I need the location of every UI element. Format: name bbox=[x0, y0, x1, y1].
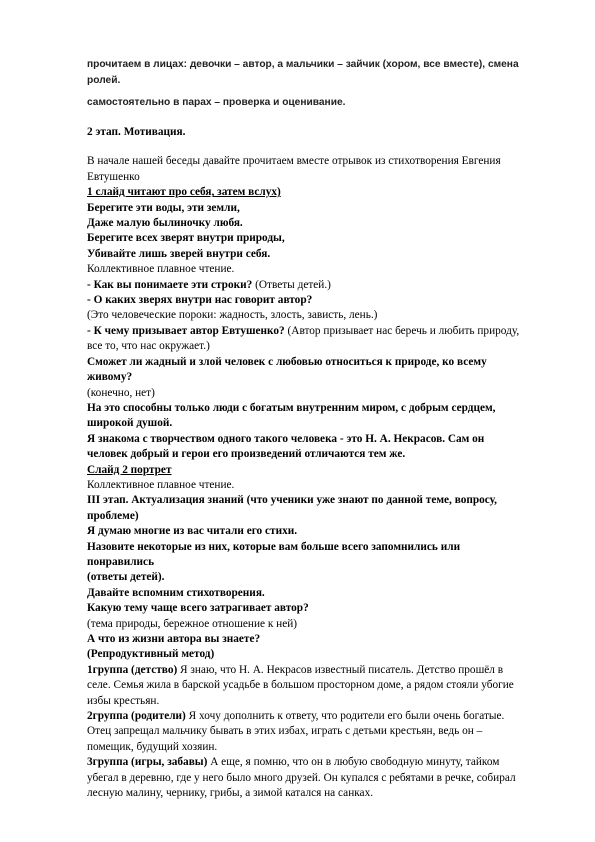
question-3-answer: (Автор призывает нас беречь и любить природу, все то, что нас окружает.) bbox=[87, 324, 520, 353]
question-4: Сможет ли жадный и злой человек с любовью относиться к природе, ко всему живому? bbox=[87, 355, 487, 384]
stage3-paragraph-2: Назовите некоторые из них, которые вам больше всего запомнились или понравились bbox=[87, 540, 461, 568]
poem-line-4: Убивайте лишь зверей внутри себя. bbox=[87, 247, 271, 260]
group-1-label: 1группа (детство) bbox=[87, 663, 178, 676]
group-1-text: Я знаю, что Н. А. Некрасов известный писатель. Детство прошёл в селе. Семья жила в барской усадьбе в большом просторном доме, а рядом стояли убогие избы крестьян. bbox=[87, 663, 514, 707]
stage3-paragraph-5: А что из жизни автора вы знаете? bbox=[87, 633, 261, 645]
question-1 bbox=[87, 278, 527, 293]
poem-line-2: Даже малую былиночку любя. bbox=[87, 217, 243, 230]
question-3-text: - К чему призывает автор Евтушенко? bbox=[87, 324, 285, 337]
reading-note-2: Коллективное плавное чтение. bbox=[87, 478, 235, 491]
stage2-paragraph-2: На это способны только люди с богатым внутренним миром, с добрым сердцем, широкой душой. bbox=[87, 401, 496, 430]
stage3-paragraph-1: Я думаю многие из вас читали его стихи. bbox=[87, 525, 298, 538]
stage3-heading: III этап. Актуализация знаний (что ученики уже знают по данной теме, вопросу, проблеме) bbox=[87, 494, 498, 522]
question-3 bbox=[87, 324, 527, 355]
document-body bbox=[87, 57, 527, 801]
question-4-answer: (конечно, нет) bbox=[87, 386, 155, 399]
question-1-answer: (Ответы детей.) bbox=[252, 278, 331, 291]
intro-line-2: самостоятельно в парах – проверка и оценивание. bbox=[87, 97, 346, 108]
stage2-heading: 2 этап. Мотивация. bbox=[87, 126, 186, 138]
group-2-label: 2группа (родители) bbox=[87, 710, 186, 723]
stage3-paragraph-2-note: (ответы детей). bbox=[87, 571, 165, 584]
group-2-text: Я хочу дополнить к ответу, что родители его были очень богатые. Отец запрещал мальчику бывать в этих избах, играть с детьми крестьян, ведь он – помещик, будущий хозяин. bbox=[87, 710, 505, 753]
intro-line-1: прочитаем в лицах: девочки – автор, а мальчики – зайчик (хором, все вместе), смена ролей. bbox=[87, 59, 519, 86]
stage2-paragraph-3: Я знакома с творчеством одного такого человека - это Н. А. Некрасов. Сам он человек добрый и герои его произведений отличаются тем же. bbox=[87, 432, 485, 461]
question-2: - О каких зверях внутри нас говорит автор? bbox=[87, 294, 313, 307]
poem-line-3: Берегите всех зверят внутри природы, bbox=[87, 232, 285, 245]
question-2-answer: (Это человеческие пороки: жадность, злость, зависть, лень.) bbox=[87, 309, 378, 322]
group-3-label: 3группа (игры, забавы) bbox=[87, 756, 208, 769]
group-1-answer bbox=[87, 663, 527, 709]
group-2-answer bbox=[87, 709, 527, 755]
stage2-paragraph-1: В начале нашей беседы давайте прочитаем вместе отрывок из стихотворения Евгения Евтушенко bbox=[87, 155, 501, 183]
reading-note-1: Коллективное плавное чтение. bbox=[87, 263, 235, 276]
slide2-note: Слайд 2 портрет bbox=[87, 463, 172, 476]
poem-line-1: Берегите эти воды, эти земли, bbox=[87, 201, 240, 214]
stage3-paragraph-6: (Репродуктивный метод) bbox=[87, 648, 215, 661]
group-3-answer bbox=[87, 755, 527, 801]
stage3-paragraph-4-note: (тема природы, бережное отношение к ней) bbox=[87, 617, 298, 630]
stage3-paragraph-3: Давайте вспомним стихотворения. bbox=[87, 586, 265, 599]
question-1-text: - Как вы понимаете эти строки? bbox=[87, 278, 253, 291]
slide1-note: 1 слайд читают про себя, затем вслух) bbox=[87, 186, 281, 199]
group-3-text: А еще, я помню, что он в любую свободную минуту, тайком убегал в деревню, где у него было много друзей. Он купался с ребятами в речке, собирал лесную малину, чернику, грибы, а зимой катался на санках. bbox=[87, 756, 516, 800]
stage3-paragraph-4: Какую тему чаще всего затрагивает автор? bbox=[87, 602, 309, 615]
